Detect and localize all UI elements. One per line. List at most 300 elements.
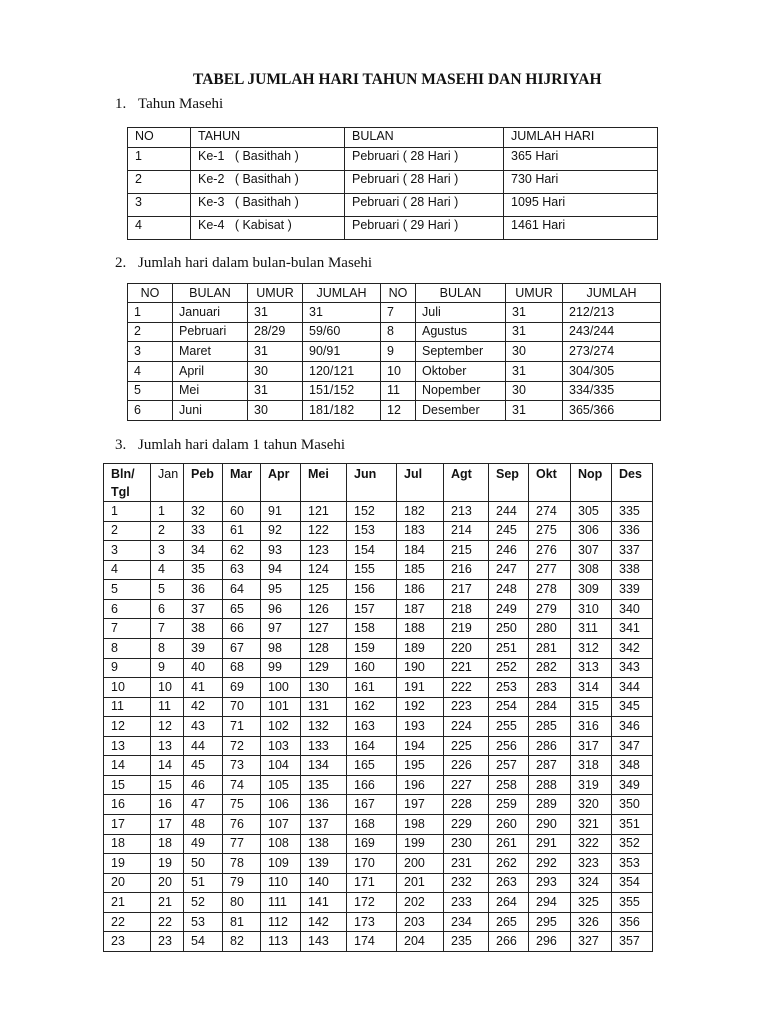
- okt-cell: 277: [529, 560, 571, 580]
- mei-cell: 136: [301, 795, 347, 815]
- okt-cell: 278: [529, 580, 571, 600]
- tgl-cell: 23: [104, 932, 151, 952]
- jun-cell: 155: [347, 560, 397, 580]
- peb-cell: 43: [184, 717, 223, 737]
- jumlah-left-cell: 181/182: [303, 401, 381, 421]
- bulan-cell: Pebruari ( 28 Hari ): [345, 194, 504, 217]
- des-cell: 346: [612, 717, 653, 737]
- jun-cell: 160: [347, 658, 397, 678]
- des-cell: 355: [612, 893, 653, 913]
- section-number: 2.: [115, 255, 127, 271]
- apr-cell: 104: [261, 756, 301, 776]
- tgl-cell: 7: [104, 619, 151, 639]
- mei-cell: 133: [301, 736, 347, 756]
- jumlah-hari-cell: 365 Hari: [504, 148, 658, 171]
- jul-cell: 198: [397, 815, 444, 835]
- okt-cell: 295: [529, 912, 571, 932]
- column-header-jumlah-hari: JUMLAH HARI: [504, 128, 658, 148]
- table-row: [128, 381, 661, 401]
- jul-cell: 200: [397, 854, 444, 874]
- nop-cell: 320: [571, 795, 612, 815]
- apr-cell: 101: [261, 697, 301, 717]
- des-cell: 351: [612, 815, 653, 835]
- jan-cell: 9: [151, 658, 184, 678]
- tgl-cell: 9: [104, 658, 151, 678]
- des-cell: 352: [612, 834, 653, 854]
- jumlah-left-cell: 120/121: [303, 361, 381, 381]
- jun-cell: 165: [347, 756, 397, 776]
- sep-cell: 261: [489, 834, 529, 854]
- mei-cell: 126: [301, 599, 347, 619]
- des-cell: 339: [612, 580, 653, 600]
- peb-cell: 54: [184, 932, 223, 952]
- okt-cell: 290: [529, 815, 571, 835]
- apr-cell: 97: [261, 619, 301, 639]
- okt-cell: 294: [529, 893, 571, 913]
- sep-cell: 258: [489, 775, 529, 795]
- nop-cell: 310: [571, 599, 612, 619]
- agt-cell: 231: [444, 854, 489, 874]
- mar-cell: 66: [223, 619, 261, 639]
- bulan-right-cell: Oktober: [416, 361, 506, 381]
- sep-cell: 255: [489, 717, 529, 737]
- peb-cell: 45: [184, 756, 223, 776]
- column-header-bulan: BULAN: [173, 284, 248, 303]
- column-header-no: NO: [381, 284, 416, 303]
- column-header-mei: Mei: [301, 464, 347, 502]
- jun-cell: 174: [347, 932, 397, 952]
- mar-cell: 78: [223, 854, 261, 874]
- no-cell: 2: [128, 171, 191, 194]
- jul-cell: 196: [397, 775, 444, 795]
- peb-cell: 40: [184, 658, 223, 678]
- mei-cell: 139: [301, 854, 347, 874]
- column-header-peb: Peb: [184, 464, 223, 502]
- agt-cell: 221: [444, 658, 489, 678]
- jun-cell: 164: [347, 736, 397, 756]
- table-row: [128, 342, 661, 362]
- no-left-cell: 6: [128, 401, 173, 421]
- nop-cell: 314: [571, 678, 612, 698]
- corner-line-2: Tgl: [111, 485, 130, 499]
- jan-cell: 19: [151, 854, 184, 874]
- table-row: [104, 560, 653, 580]
- des-cell: 347: [612, 736, 653, 756]
- no-cell: 4: [128, 217, 191, 240]
- sep-cell: 251: [489, 638, 529, 658]
- des-cell: 343: [612, 658, 653, 678]
- nop-cell: 313: [571, 658, 612, 678]
- des-cell: 357: [612, 932, 653, 952]
- column-header-agt: Agt: [444, 464, 489, 502]
- mar-cell: 67: [223, 638, 261, 658]
- des-cell: 340: [612, 599, 653, 619]
- tgl-cell: 12: [104, 717, 151, 737]
- table-row: [104, 815, 653, 835]
- agt-cell: 214: [444, 521, 489, 541]
- sep-cell: 254: [489, 697, 529, 717]
- apr-cell: 109: [261, 854, 301, 874]
- jumlah-hari-cell: 1095 Hari: [504, 194, 658, 217]
- mar-cell: 68: [223, 658, 261, 678]
- okt-cell: 282: [529, 658, 571, 678]
- peb-cell: 38: [184, 619, 223, 639]
- apr-cell: 107: [261, 815, 301, 835]
- sep-cell: 250: [489, 619, 529, 639]
- tgl-cell: 8: [104, 638, 151, 658]
- peb-cell: 42: [184, 697, 223, 717]
- jun-cell: 162: [347, 697, 397, 717]
- jan-cell: 6: [151, 599, 184, 619]
- jun-cell: 167: [347, 795, 397, 815]
- agt-cell: 226: [444, 756, 489, 776]
- section-number: 3.: [115, 437, 127, 453]
- apr-cell: 110: [261, 873, 301, 893]
- no-right-cell: 8: [381, 322, 416, 342]
- apr-cell: 113: [261, 932, 301, 952]
- header-row: [104, 464, 653, 502]
- mar-cell: 60: [223, 502, 261, 522]
- table-row: [104, 697, 653, 717]
- tahun-masehi-table: [127, 127, 658, 240]
- mar-cell: 79: [223, 873, 261, 893]
- jan-cell: 7: [151, 619, 184, 639]
- table-row: [128, 303, 661, 323]
- section-title: Jumlah hari dalam bulan-bulan Masehi: [138, 255, 373, 271]
- jan-cell: 16: [151, 795, 184, 815]
- jan-cell: 5: [151, 580, 184, 600]
- header-row: [128, 128, 658, 148]
- okt-cell: 288: [529, 775, 571, 795]
- mar-cell: 81: [223, 912, 261, 932]
- okt-cell: 292: [529, 854, 571, 874]
- jan-cell: 1: [151, 502, 184, 522]
- mar-cell: 76: [223, 815, 261, 835]
- apr-cell: 95: [261, 580, 301, 600]
- peb-cell: 53: [184, 912, 223, 932]
- mei-cell: 135: [301, 775, 347, 795]
- tgl-cell: 13: [104, 736, 151, 756]
- column-header-sep: Sep: [489, 464, 529, 502]
- apr-cell: 94: [261, 560, 301, 580]
- jul-cell: 186: [397, 580, 444, 600]
- jul-cell: 189: [397, 638, 444, 658]
- nop-cell: 317: [571, 736, 612, 756]
- page-title: TABEL JUMLAH HARI TAHUN MASEHI DAN HIJRIYAH: [193, 71, 602, 88]
- umur-right-cell: 30: [506, 342, 563, 362]
- umur-right-cell: 31: [506, 401, 563, 421]
- column-header-jun: Jun: [347, 464, 397, 502]
- column-header-no: NO: [128, 128, 191, 148]
- column-header-bulan: BULAN: [416, 284, 506, 303]
- table-row: [104, 893, 653, 913]
- bulan-masehi-table: [127, 283, 661, 421]
- table-row: [104, 521, 653, 541]
- mei-cell: 138: [301, 834, 347, 854]
- mei-cell: 141: [301, 893, 347, 913]
- jun-cell: 158: [347, 619, 397, 639]
- jun-cell: 157: [347, 599, 397, 619]
- table-row: [104, 795, 653, 815]
- umur-right-cell: 31: [506, 322, 563, 342]
- nop-cell: 306: [571, 521, 612, 541]
- jul-cell: 197: [397, 795, 444, 815]
- jul-cell: 202: [397, 893, 444, 913]
- jan-cell: 11: [151, 697, 184, 717]
- jan-cell: 8: [151, 638, 184, 658]
- tahun-cell: Ke-3 ( Basithah ): [191, 194, 345, 217]
- jumlah-right-cell: 212/213: [563, 303, 661, 323]
- mei-cell: 128: [301, 638, 347, 658]
- table-row: [104, 541, 653, 561]
- agt-cell: 227: [444, 775, 489, 795]
- agt-cell: 232: [444, 873, 489, 893]
- agt-cell: 213: [444, 502, 489, 522]
- apr-cell: 103: [261, 736, 301, 756]
- mar-cell: 74: [223, 775, 261, 795]
- jan-cell: 12: [151, 717, 184, 737]
- table-row: [104, 580, 653, 600]
- mar-cell: 77: [223, 834, 261, 854]
- mei-cell: 143: [301, 932, 347, 952]
- jun-cell: 156: [347, 580, 397, 600]
- apr-cell: 102: [261, 717, 301, 737]
- agt-cell: 228: [444, 795, 489, 815]
- okt-cell: 289: [529, 795, 571, 815]
- peb-cell: 41: [184, 678, 223, 698]
- des-cell: 337: [612, 541, 653, 561]
- apr-cell: 106: [261, 795, 301, 815]
- tgl-cell: 14: [104, 756, 151, 776]
- peb-cell: 35: [184, 560, 223, 580]
- jul-cell: 192: [397, 697, 444, 717]
- okt-cell: 274: [529, 502, 571, 522]
- umur-right-cell: 30: [506, 381, 563, 401]
- tgl-cell: 2: [104, 521, 151, 541]
- no-right-cell: 11: [381, 381, 416, 401]
- table-row: [104, 736, 653, 756]
- jul-cell: 190: [397, 658, 444, 678]
- table-body: [128, 303, 661, 421]
- table-row: [104, 854, 653, 874]
- table-row: [104, 873, 653, 893]
- mei-cell: 134: [301, 756, 347, 776]
- nop-cell: 327: [571, 932, 612, 952]
- table-row: [104, 912, 653, 932]
- nop-cell: 311: [571, 619, 612, 639]
- nop-cell: 324: [571, 873, 612, 893]
- peb-cell: 37: [184, 599, 223, 619]
- no-right-cell: 7: [381, 303, 416, 323]
- jul-cell: 203: [397, 912, 444, 932]
- sep-cell: 263: [489, 873, 529, 893]
- table-row: [104, 678, 653, 698]
- jan-cell: 14: [151, 756, 184, 776]
- jul-cell: 187: [397, 599, 444, 619]
- tahun-cell: Ke-1 ( Basithah ): [191, 148, 345, 171]
- sep-cell: 244: [489, 502, 529, 522]
- jul-cell: 204: [397, 932, 444, 952]
- bulan-right-cell: Nopember: [416, 381, 506, 401]
- jun-cell: 152: [347, 502, 397, 522]
- des-cell: 349: [612, 775, 653, 795]
- bulan-cell: Pebruari ( 28 Hari ): [345, 148, 504, 171]
- des-cell: 345: [612, 697, 653, 717]
- mei-cell: 129: [301, 658, 347, 678]
- table-row: [128, 322, 661, 342]
- nop-cell: 326: [571, 912, 612, 932]
- jumlah-left-cell: 59/60: [303, 322, 381, 342]
- jumlah-left-cell: 31: [303, 303, 381, 323]
- tgl-cell: 18: [104, 834, 151, 854]
- table-row: [104, 775, 653, 795]
- tgl-cell: 4: [104, 560, 151, 580]
- section-title: Tahun Masehi: [138, 96, 224, 112]
- no-left-cell: 5: [128, 381, 173, 401]
- bulan-right-cell: September: [416, 342, 506, 362]
- apr-cell: 93: [261, 541, 301, 561]
- jul-cell: 195: [397, 756, 444, 776]
- jumlah-right-cell: 365/366: [563, 401, 661, 421]
- column-header-jumlah: JUMLAH: [563, 284, 661, 303]
- des-cell: 336: [612, 521, 653, 541]
- nop-cell: 321: [571, 815, 612, 835]
- apr-cell: 100: [261, 678, 301, 698]
- okt-cell: 293: [529, 873, 571, 893]
- mar-cell: 72: [223, 736, 261, 756]
- peb-cell: 48: [184, 815, 223, 835]
- jun-cell: 163: [347, 717, 397, 737]
- bulan-right-cell: Desember: [416, 401, 506, 421]
- no-left-cell: 2: [128, 322, 173, 342]
- nop-cell: 322: [571, 834, 612, 854]
- mar-cell: 61: [223, 521, 261, 541]
- jan-cell: 23: [151, 932, 184, 952]
- nop-cell: 315: [571, 697, 612, 717]
- mei-cell: 137: [301, 815, 347, 835]
- okt-cell: 286: [529, 736, 571, 756]
- jumlah-left-cell: 90/91: [303, 342, 381, 362]
- sep-cell: 248: [489, 580, 529, 600]
- des-cell: 341: [612, 619, 653, 639]
- agt-cell: 224: [444, 717, 489, 737]
- sep-cell: 260: [489, 815, 529, 835]
- peb-cell: 32: [184, 502, 223, 522]
- jumlah-left-cell: 151/152: [303, 381, 381, 401]
- bulan-left-cell: Maret: [173, 342, 248, 362]
- peb-cell: 46: [184, 775, 223, 795]
- table-row: [104, 638, 653, 658]
- column-header-tahun: TAHUN: [191, 128, 345, 148]
- apr-cell: 96: [261, 599, 301, 619]
- tgl-cell: 22: [104, 912, 151, 932]
- umur-left-cell: 28/29: [248, 322, 303, 342]
- okt-cell: 279: [529, 599, 571, 619]
- umur-left-cell: 31: [248, 381, 303, 401]
- jan-cell: 22: [151, 912, 184, 932]
- mei-cell: 140: [301, 873, 347, 893]
- column-header-jan: Jan: [151, 464, 184, 502]
- umur-right-cell: 31: [506, 361, 563, 381]
- agt-cell: 230: [444, 834, 489, 854]
- tahun-cell: Ke-2 ( Basithah ): [191, 171, 345, 194]
- column-header-des: Des: [612, 464, 653, 502]
- peb-cell: 47: [184, 795, 223, 815]
- nop-cell: 318: [571, 756, 612, 776]
- agt-cell: 216: [444, 560, 489, 580]
- umur-right-cell: 31: [506, 303, 563, 323]
- tgl-cell: 10: [104, 678, 151, 698]
- corner-line-1: Bln/: [111, 467, 135, 481]
- tgl-cell: 5: [104, 580, 151, 600]
- nop-cell: 323: [571, 854, 612, 874]
- nop-cell: 308: [571, 560, 612, 580]
- agt-cell: 229: [444, 815, 489, 835]
- agt-cell: 222: [444, 678, 489, 698]
- mar-cell: 62: [223, 541, 261, 561]
- bulan-left-cell: Pebruari: [173, 322, 248, 342]
- jul-cell: 185: [397, 560, 444, 580]
- agt-cell: 217: [444, 580, 489, 600]
- tgl-cell: 16: [104, 795, 151, 815]
- jan-cell: 3: [151, 541, 184, 561]
- okt-cell: 281: [529, 638, 571, 658]
- section-1-heading: [115, 95, 223, 113]
- peb-cell: 34: [184, 541, 223, 561]
- sep-cell: 253: [489, 678, 529, 698]
- table-row: [128, 194, 658, 217]
- header-row: [128, 284, 661, 303]
- mar-cell: 71: [223, 717, 261, 737]
- apr-cell: 108: [261, 834, 301, 854]
- bulan-left-cell: Januari: [173, 303, 248, 323]
- column-header-bulan: BULAN: [345, 128, 504, 148]
- sep-cell: 259: [489, 795, 529, 815]
- bulan-cell: Pebruari ( 29 Hari ): [345, 217, 504, 240]
- des-cell: 348: [612, 756, 653, 776]
- no-right-cell: 12: [381, 401, 416, 421]
- mei-cell: 142: [301, 912, 347, 932]
- column-header-bln-tgl: [104, 464, 151, 502]
- jun-cell: 170: [347, 854, 397, 874]
- peb-cell: 39: [184, 638, 223, 658]
- jul-cell: 193: [397, 717, 444, 737]
- table-row: [128, 361, 661, 381]
- jun-cell: 172: [347, 893, 397, 913]
- mar-cell: 70: [223, 697, 261, 717]
- jan-cell: 4: [151, 560, 184, 580]
- mar-cell: 63: [223, 560, 261, 580]
- table-row: [104, 658, 653, 678]
- jul-cell: 199: [397, 834, 444, 854]
- jumlah-hari-cell: 730 Hari: [504, 171, 658, 194]
- jul-cell: 201: [397, 873, 444, 893]
- jumlah-right-cell: 243/244: [563, 322, 661, 342]
- mei-cell: 123: [301, 541, 347, 561]
- sep-cell: 245: [489, 521, 529, 541]
- jan-cell: 13: [151, 736, 184, 756]
- okt-cell: 275: [529, 521, 571, 541]
- sep-cell: 246: [489, 541, 529, 561]
- table-row: [104, 756, 653, 776]
- nop-cell: 312: [571, 638, 612, 658]
- agt-cell: 223: [444, 697, 489, 717]
- jun-cell: 166: [347, 775, 397, 795]
- mei-cell: 127: [301, 619, 347, 639]
- table-row: [128, 217, 658, 240]
- umur-left-cell: 31: [248, 342, 303, 362]
- mei-cell: 132: [301, 717, 347, 737]
